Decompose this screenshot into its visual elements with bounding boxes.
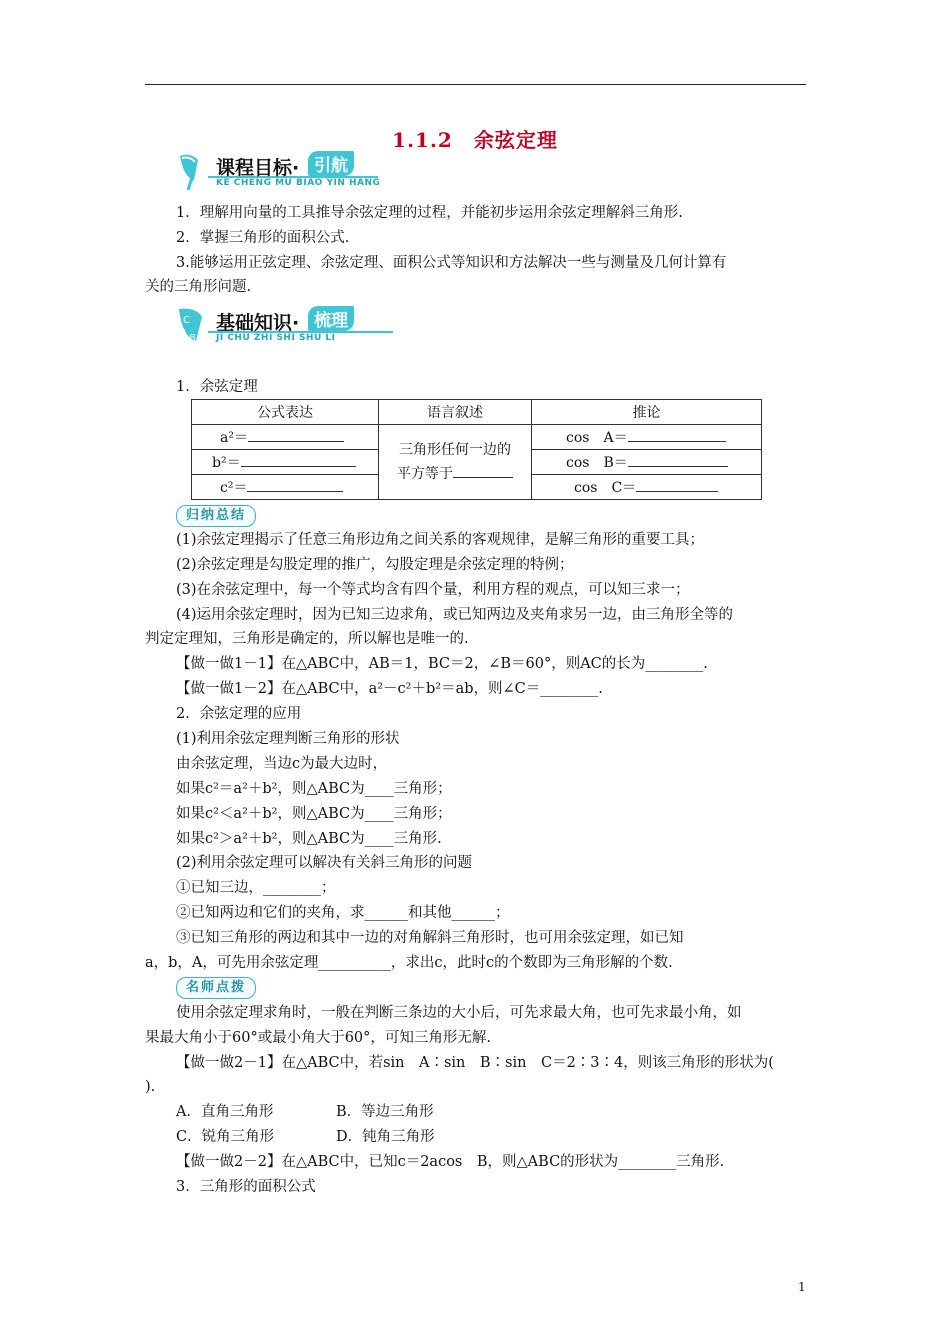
table-header-corollary: 推论 bbox=[532, 400, 762, 425]
app-line-5: 如果c²＞a²＋b²，则△ABC为____三角形. bbox=[176, 831, 442, 847]
corollary-a-label: cos A＝ bbox=[566, 430, 628, 446]
corollary-c-blank[interactable] bbox=[636, 477, 718, 492]
corollary-a-blank[interactable] bbox=[628, 427, 726, 442]
tip-line-2: 果最大角小于60°或最小角大于60°，可知三角形无解. bbox=[145, 1030, 492, 1046]
summary-1: (1)余弦定理揭示了任意三角形边角之间关系的客观规律，是解三角形的重要工具； bbox=[176, 532, 705, 548]
app-line-10: a，b，A，可先用余弦定理__________，求出c，此时c的个数即为三角形解的个数. bbox=[145, 955, 673, 971]
svg-text:C: C bbox=[183, 315, 190, 326]
formula-b-blank[interactable] bbox=[241, 452, 356, 467]
app-line-1: (1)利用余弦定理判断三角形的形状 bbox=[176, 731, 400, 747]
choice-d: D．钝角三角形 bbox=[336, 1129, 435, 1145]
cosine-law-table bbox=[191, 399, 762, 500]
teacher-tip-badge: 名师点拨 bbox=[176, 977, 256, 999]
section-3-heading: 3．三角形的面积公式 bbox=[176, 1179, 316, 1195]
satellite-dish-icon bbox=[176, 150, 220, 194]
goal-3: 3.能够运用正弦定理、余弦定理、面积公式等知识和方法解决一些与测量及几何计算有 bbox=[176, 255, 727, 271]
page-number: 1 bbox=[798, 1280, 806, 1294]
corollary-c-label: cos C＝ bbox=[574, 480, 637, 496]
exercise-2-1-cont: ). bbox=[145, 1079, 156, 1095]
formula-c-blank[interactable] bbox=[247, 477, 343, 492]
section-banner-goals bbox=[176, 150, 386, 194]
section-banner-basics bbox=[176, 305, 396, 349]
app-line-7: ①已知三边，________； bbox=[176, 880, 336, 896]
svg-text:A: A bbox=[180, 327, 188, 340]
banner-basics-subtitle: JI CHU ZHI SHI SHU LI bbox=[216, 333, 336, 343]
formula-b-cell bbox=[192, 450, 379, 475]
table-header-formula: 公式表达 bbox=[192, 400, 379, 425]
choice-a: A．直角三角形 bbox=[176, 1104, 274, 1120]
corollary-b-label: cos B＝ bbox=[566, 455, 628, 471]
summary-4: (4)运用余弦定理时，因为已知三边求角，或已知两边及夹角求另一边，由三角形全等的 bbox=[176, 607, 734, 623]
section-2-heading: 2．余弦定理的应用 bbox=[176, 706, 302, 722]
goal-2: 2．掌握三角形的面积公式. bbox=[176, 230, 350, 246]
banner-goals-subtitle: KE CHENG MU BIAO YIN HANG bbox=[216, 178, 381, 188]
corollary-b-cell bbox=[532, 450, 762, 475]
formula-c-label: c²＝ bbox=[220, 480, 248, 496]
page-title: 1.1.2 余弦定理 bbox=[392, 128, 558, 152]
corollary-a-cell bbox=[532, 425, 762, 450]
summary-3: (3)在余弦定理中，每一个等式均含有四个量，利用方程的观点，可以知三求一； bbox=[176, 582, 690, 598]
statement-line-1: 三角形任何一边的 bbox=[399, 442, 511, 458]
formula-a-cell bbox=[192, 425, 379, 450]
app-line-3: 如果c²＝a²＋b²，则△ABC为____三角形； bbox=[176, 781, 452, 797]
header-rule bbox=[145, 84, 806, 85]
formula-a-label: a²＝ bbox=[220, 430, 248, 446]
summary-badge: 归纳总结 bbox=[176, 505, 256, 527]
summary-2: (2)余弦定理是勾股定理的推广，勾股定理是余弦定理的特例； bbox=[176, 557, 574, 573]
formula-a-blank[interactable] bbox=[248, 427, 344, 442]
app-line-9: ③已知三角形的两边和其中一边的对角解斜三角形时，也可用余弦定理，如已知 bbox=[176, 930, 684, 946]
formula-b-label: b²＝ bbox=[212, 455, 241, 471]
banner-basics-tag: 梳理 bbox=[308, 306, 354, 331]
exercise-2-1: 【做一做2－1】在△ABC中，若sin A∶sin B∶sin C＝2∶3∶4，则该三角形的形状为( bbox=[176, 1055, 774, 1071]
section-1-heading: 1．余弦定理 bbox=[176, 379, 258, 395]
goal-3-cont: 关的三角形问题. bbox=[145, 279, 252, 295]
summary-4-cont: 判定定理知，三角形是确定的，所以解也是唯一的. bbox=[145, 631, 469, 647]
statement-blank[interactable] bbox=[453, 463, 513, 478]
choice-b: B．等边三角形 bbox=[336, 1104, 434, 1120]
statement-line-2: 平方等于 bbox=[397, 466, 453, 482]
choice-c: C．锐角三角形 bbox=[176, 1129, 275, 1145]
app-line-6: (2)利用余弦定理可以解决有关斜三角形的问题 bbox=[176, 855, 473, 871]
goal-1: 1．理解用向量的工具推导余弦定理的过程，并能初步运用余弦定理解斜三角形. bbox=[176, 205, 683, 221]
corollary-c-cell bbox=[532, 475, 762, 500]
corollary-b-blank[interactable] bbox=[628, 452, 728, 467]
abc-blocks-icon bbox=[176, 305, 220, 349]
banner-goals-tag: 引航 bbox=[308, 151, 354, 176]
statement-cell bbox=[379, 425, 532, 500]
tip-line-1: 使用余弦定理求角时，一般在判断三条边的大小后，可先求最大角，也可先求最小角，如 bbox=[176, 1005, 742, 1021]
app-line-4: 如果c²＜a²＋b²，则△ABC为____三角形； bbox=[176, 806, 452, 822]
svg-text:B: B bbox=[189, 333, 196, 344]
app-line-2: 由余弦定理，当边c为最大边时， bbox=[176, 756, 388, 772]
banner-basics-title: 基础知识· bbox=[216, 312, 300, 334]
formula-c-cell bbox=[192, 475, 379, 500]
exercise-2-2: 【做一做2－2】在△ABC中，已知c＝2acos B，则△ABC的形状为________三角形. bbox=[176, 1154, 725, 1170]
exercise-1-2: 【做一做1－2】在△ABC中，a²－c²＋b²＝ab，则∠C＝________. bbox=[176, 681, 603, 697]
table-header-statement: 语言叙述 bbox=[379, 400, 532, 425]
app-line-8: ②已知两边和它们的夹角，求______和其他______； bbox=[176, 905, 510, 921]
banner-goals-title: 课程目标· bbox=[216, 157, 300, 179]
exercise-1-1: 【做一做1－1】在△ABC中，AB＝1，BC＝2，∠B＝60°，则AC的长为________. bbox=[176, 656, 708, 672]
